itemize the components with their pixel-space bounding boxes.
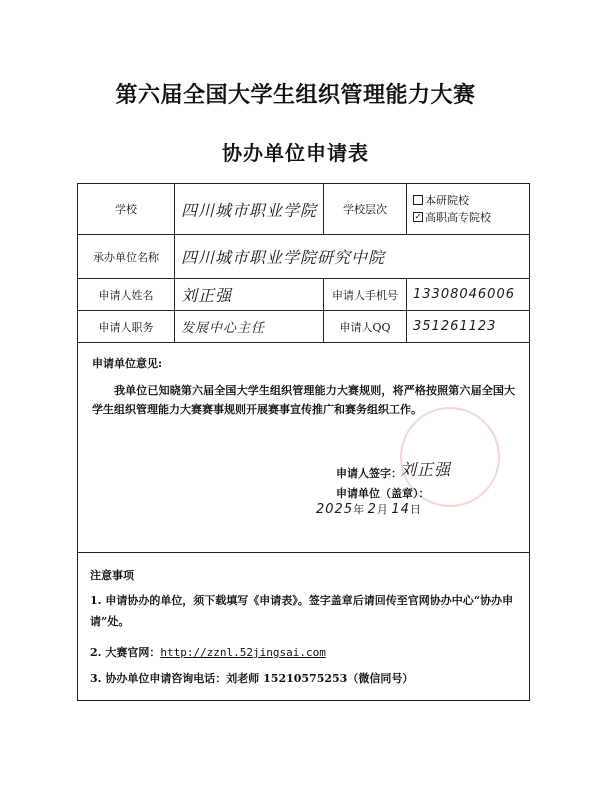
level-option-vocational[interactable] [413,209,523,226]
applicant-position-cell[interactable] [175,311,324,343]
school-level-label: 学校层次 [324,184,407,235]
applicant-name-cell[interactable] [175,279,324,311]
checkbox-vocational-checked-icon[interactable]: ✓ [414,212,422,221]
note-item-2 [90,642,517,663]
applicant-phone-label: 申请人手机号 [324,279,407,311]
applicant-qq-value: 351261123 [413,319,497,334]
signature-date [316,501,421,517]
opinion-heading: 申请单位意见: [92,357,163,370]
applicant-phone-cell[interactable] [407,279,530,311]
form-row-host [78,235,530,279]
level-option-vocational-label: 高职高专院校 [425,211,492,224]
unit-seal-label: 申请单位（盖章）： [336,487,430,500]
school-value-cell[interactable] [175,184,324,235]
checkbox-research[interactable] [413,195,423,205]
application-form-table [77,183,530,701]
handwritten-signature[interactable]: 刘正强 [400,460,452,479]
school-value: 四川城市职业学院 [181,200,318,220]
signature-label: 申请人签字： [336,467,402,480]
note-item-2-label: 2. 大赛官网： [90,646,161,659]
form-row-applicant [78,279,530,311]
applicant-name-value: 刘正强 [181,286,233,305]
opinion-text: 我单位已知晓第六届全国大学生组织管理能力大赛规则，将严格按照第六届全国大学生组织管理能力大赛赛事规则开展赛事宣传推广和赛务组织工作。 [92,384,515,416]
form-row-school [78,184,530,235]
note-item-1: 1. 申请协办的单位，须下载填写《申请表》。签字盖章后请回传至官网协办中心“协办申请”处。 [90,594,514,628]
document-title: 第六届全国大学生组织管理能力大赛 [115,83,476,108]
applicant-qq-cell[interactable] [407,311,530,343]
host-value: 四川城市职业学院研究中院 [181,248,386,267]
date-year-hand: 2025 [316,502,354,517]
form-row-notes [78,553,530,701]
applicant-position-label: 申请人职务 [78,311,175,343]
document-subtitle: 协办单位申请表 [222,141,369,165]
date-day-label: 日 [409,503,421,516]
host-label: 承办单位名称 [78,235,175,279]
form-row-opinion [78,343,530,553]
level-option-research-label: 本研院校 [425,194,470,207]
notes-heading: 注意事项 [90,569,134,582]
applicant-qq-label: 申请人QQ [324,311,407,343]
school-label: 学校 [78,184,175,235]
official-website-link[interactable]: http://zznl.52jingsai.com [160,646,326,659]
note-item-3: 3. 协办单位申请咨询电话：刘老师 15210575253（微信同号） [90,672,414,685]
date-month-hand: 2 [367,502,377,517]
form-row-position [78,311,530,343]
date-month-label: 月 [376,503,388,516]
applicant-phone-value: 13308046006 [413,287,515,302]
notes-section [78,553,530,701]
opinion-section [78,343,530,553]
date-year-label: 年 [353,503,365,516]
applicant-position-value: 发展中心主任 [181,321,266,336]
school-level-choices [407,184,530,235]
host-value-cell[interactable] [175,235,530,279]
applicant-name-label: 申请人姓名 [78,279,175,311]
level-option-research[interactable] [413,192,523,209]
date-day-hand: 14 [391,502,410,517]
